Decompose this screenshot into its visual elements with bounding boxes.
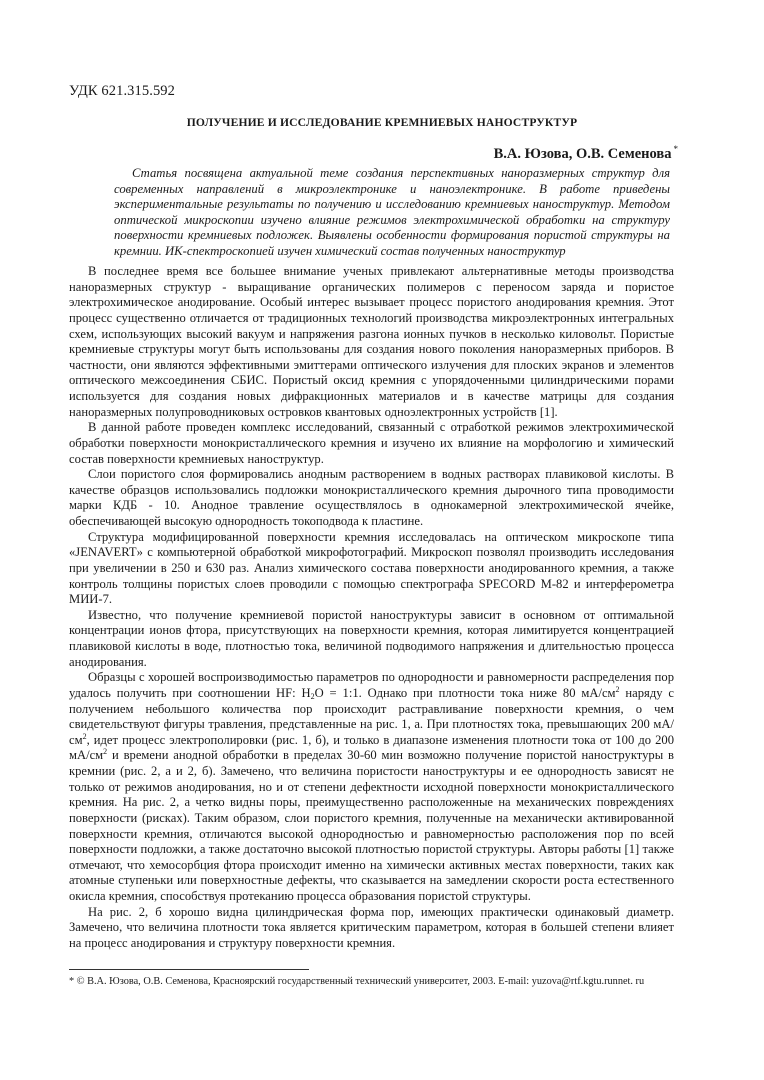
paragraph-6-superscript-2: 2 — [82, 731, 87, 741]
paragraph-5: Известно, что получение кремниевой пористой наноструктуры зависит в основном от оптимальной концентрации ионов фтора, присутствующих на поверхности кремния, которая лимитируется концентрацией плавиковой кислоты в воде, плотностью тока, величиной подводимого напряжения и длительностью процесса анодирования. — [69, 607, 674, 669]
paragraph-1: В последнее время все большее внимание ученых привлекают альтернативные методы производства наноразмерных структур - выращивание органических полимеров с переносом заряда и пористое электрохимическое анодирование. Особый интерес вызывает процесс пористого анодирования кремния. Этот процесс существенно отличается от традиционных технологий производства микроэлектронных интегральных схем, использующих высокий вакуум и напряжения разгона ионных пучков в несколько киловольт. Пористые кремниевые структуры могут быть использованы для создания нового поколения наноразмерных приборов. В частности, они являются эффективными эмиттерами оптического излучения для плоских экранов и элементов оптического межсоединения СБИС. Пористый оксид кремния с упорядоченными цилиндрическими порами используется для создания новых дифракционных материалов и в качестве матрицы для создания наноразмерных полупроводниковых островков квантовых одноэлектронных устройств [1]. — [69, 264, 674, 419]
paragraph-6-text-e: и времени анодной обработки в пределах 30-60 мин возможно получение пористой наноструктуры в кремнии (рис. 2, а и 2, б). Замечено, что величина пористости наноструктуры и ее однородность зависят не только от режимов анодирования, но и от степени дефектности исходной поверхности монокристаллического кремния. На рис. 2, а четко видны поры, преимущественно расположенные на механических повреждениях поверхности (рисках). Таким образом, слои пористого кремния, полученные на механически активированной поверхности кремния, отличаются высокой однородностью и равномерностью расположения пор по всей поверхности подложки, а также достаточно высокой плотностью пористой структуры. Авторы работы [1] также отмечают, что хемосорбция фтора происходит именно на химически активных местах поверхности, таких как атомные ступеньки или поверхностные дефекты, что сказывается на замедлении скорости роста естественного окисла кремния, способствуя протеканию процесса образования пористой структуры. — [69, 748, 674, 903]
footnote: * © В.А. Юзова, О.В. Семенова, Красноярский государственный технический университет, 2003. E-mail: yuzova@rtf.kgtu.runnet. ru — [69, 976, 645, 987]
article-body — [69, 264, 674, 952]
author-footnote-mark: * — [673, 144, 678, 154]
paragraph-2: В данной работе проведен комплекс исследований, связанный с отработкой режимов электрохимической обработки поверхности монокристаллического кремния и изучено их влияние на морфологию и химический состав поверхности кремниевых наноструктур. — [69, 420, 674, 466]
authors-names: В.А. Юзова, О.В. Семенова — [493, 146, 672, 162]
authors-line — [494, 144, 678, 163]
paragraph-7: На рис. 2, б хорошо видна цилиндрическая форма пор, имеющих практически одинаковый диаметр. Замечено, что величина плотности тока является критическим параметром, которая в большей степени влияет на процесс анодирования и структуру поверхности кремния. — [69, 904, 674, 950]
paragraph-6-superscript-3: 2 — [103, 747, 108, 757]
paragraph-6-subscript: 2 — [310, 691, 315, 701]
footnote-divider — [69, 969, 309, 970]
paragraph-6-text-d: , идет процесс электрополировки (рис. 1, б), и только в диапазоне изменения плотности тока от 100 до 200 мА/см — [69, 732, 674, 763]
paragraph-6-text-c: наряду с получением небольшого количества пор происходит растравливание поверхности кремния, о чем свидетельствуют фигуры травления, представленные на рис. 1, а. При плотностях тока, превышающих 200 мА/см — [69, 685, 674, 747]
paragraph-6 — [69, 670, 674, 904]
paragraph-6-text-b: O = 1:1. Однако при плотности тока ниже 80 мА/см — [314, 685, 616, 700]
paragraph-6-text-a: Образцы с хорошей воспроизводимостью параметров по однородности и равномерности распределения пор удалось получить при соотношении HF: H — [69, 670, 674, 700]
udc-code: УДК 621.315.592 — [69, 83, 175, 99]
paragraph-6-superscript-1: 2 — [615, 684, 620, 694]
paragraph-3: Слои пористого слоя формировались анодным растворением в водных растворах плавиковой кислоты. В качестве образцов использовались подложки монокристаллического кремния дырочного типа проводимости марки КДБ - 10. Анодное травление осуществлялось в однокамерной электрохимической ячейке, обеспечивающей высокую однородность токоподвода к пластине. — [69, 467, 674, 528]
paragraph-4: Структура модифицированной поверхности кремния исследовалась на оптическом микроскопе типа «JENAVERT» с компьютерной обработкой микрофотографий. Микроскоп позволял производить исследования при увеличении в 250 и 630 раз. Анализ химического состава поверхности анодированного кремния, а также контроль толщины пористых слоев проводили с помощью спектрографа SPECORD M-82 и интерферометра МИИ-7. — [69, 529, 674, 607]
abstract: Статья посвящена актуальной теме создания перспективных наноразмерных структур для современных направлений в микроэлектронике и наноэлектронике. В работе приведены экспериментальные результаты по получению и исследованию кремниевых наноструктур. Методом оптической микроскопии изучено влияние режимов электрохимической обработки на структуру поверхности кремниевых подложек. Выявлены особенности формирования пористой структуры на кремнии. ИК-спектроскопией изучен химический состав полученных наноструктур — [114, 166, 670, 258]
article-title: ПОЛУЧЕНИЕ И ИССЛЕДОВАНИЕ КРЕМНИЕВЫХ НАНОСТРУКТУР — [186, 116, 578, 129]
